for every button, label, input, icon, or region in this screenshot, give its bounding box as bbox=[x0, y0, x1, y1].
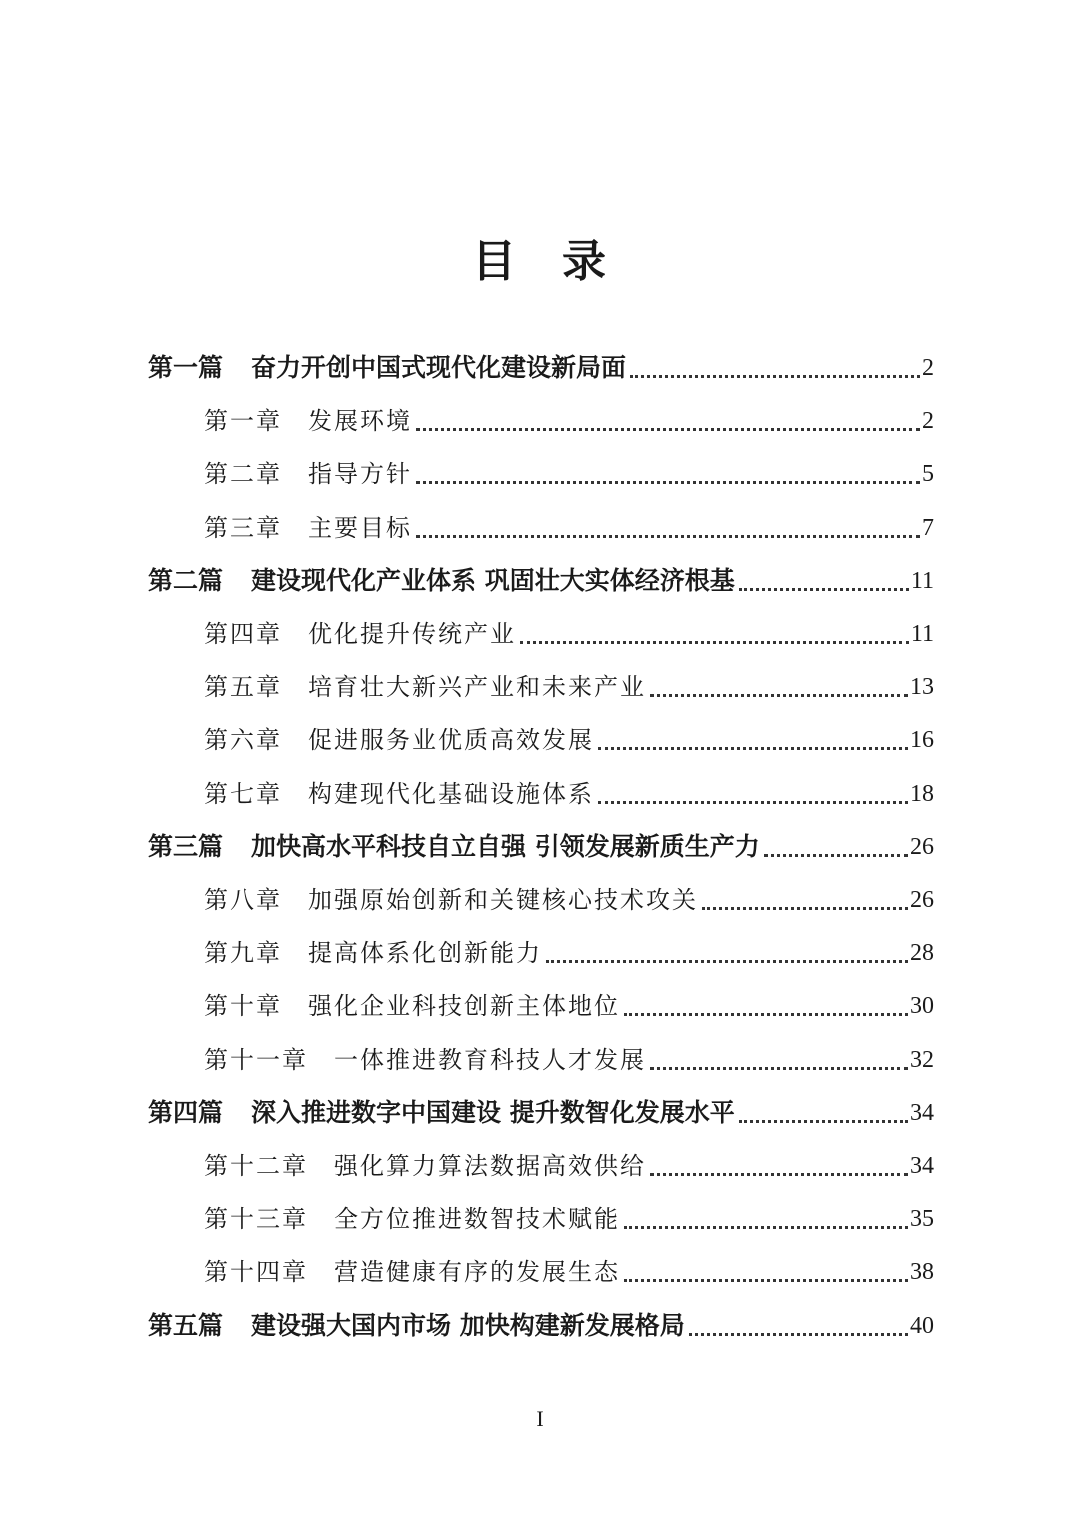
toc-entry-label: 第三篇 bbox=[148, 832, 224, 861]
toc-entry-title: 加强原始创新和关键核心技术攻关 bbox=[308, 886, 698, 914]
toc-entry-title: 优化提升传统产业 bbox=[308, 620, 516, 648]
toc-entry-label: 第十二章 bbox=[204, 1152, 308, 1180]
toc-entry-page-number: 30 bbox=[910, 993, 934, 1019]
toc-entry-label: 第六章 bbox=[204, 726, 282, 754]
toc-entry-page-number: 2 bbox=[922, 408, 934, 434]
page-title bbox=[0, 232, 1080, 292]
toc-dot-leader bbox=[650, 1173, 908, 1176]
toc-dot-leader bbox=[598, 747, 908, 750]
toc-dot-leader bbox=[624, 1013, 908, 1016]
toc-dot-leader bbox=[624, 1279, 908, 1282]
toc-chapter-entry[interactable] bbox=[204, 667, 934, 707]
toc-entry-title: 深入推进数字中国建设 提升数智化发展水平 bbox=[251, 1098, 735, 1127]
toc-dot-leader bbox=[546, 960, 908, 963]
toc-entry-label: 第五篇 bbox=[148, 1311, 224, 1340]
toc-dot-leader bbox=[520, 641, 909, 644]
toc-entry-title: 构建现代化基础设施体系 bbox=[308, 780, 594, 808]
toc-entry-page-number: 26 bbox=[910, 887, 934, 913]
toc-entry-title: 强化企业科技创新主体地位 bbox=[308, 992, 620, 1020]
toc-dot-leader bbox=[416, 481, 920, 484]
toc-entry-title: 促进服务业优质高效发展 bbox=[308, 726, 594, 754]
toc-entry-page-number: 13 bbox=[910, 674, 934, 700]
toc-entry-label: 第四章 bbox=[204, 620, 282, 648]
toc-entry-page-number: 40 bbox=[910, 1313, 934, 1339]
toc-entry-title: 建设现代化产业体系 巩固壮大实体经济根基 bbox=[251, 566, 735, 595]
toc-entry-page-number: 35 bbox=[910, 1206, 934, 1232]
toc-entry-label: 第八章 bbox=[204, 886, 282, 914]
toc-dot-leader bbox=[624, 1226, 908, 1229]
toc-dot-leader bbox=[702, 907, 908, 910]
toc-entry-page-number: 26 bbox=[910, 834, 934, 860]
toc-entry-title: 奋力开创中国式现代化建设新局面 bbox=[251, 353, 627, 382]
toc-entry-page-number: 34 bbox=[910, 1153, 934, 1179]
toc-entry-title: 提高体系化创新能力 bbox=[308, 939, 542, 967]
toc-chapter-entry[interactable] bbox=[204, 1040, 934, 1080]
toc-dot-leader bbox=[689, 1333, 908, 1336]
toc-entry-label: 第十章 bbox=[204, 992, 282, 1020]
toc-entry-label: 第十三章 bbox=[204, 1205, 308, 1233]
toc-entry-title: 指导方针 bbox=[308, 460, 412, 488]
toc-entry-label: 第七章 bbox=[204, 780, 282, 808]
toc-chapter-entry[interactable] bbox=[204, 933, 934, 973]
toc-dot-leader bbox=[650, 1067, 908, 1070]
toc-entry-page-number: 11 bbox=[910, 621, 934, 647]
toc-entry-title: 建设强大国内市场 加快构建新发展格局 bbox=[251, 1311, 685, 1340]
toc-chapter-entry[interactable] bbox=[204, 1199, 934, 1239]
toc-entry-label: 第九章 bbox=[204, 939, 282, 967]
toc-entry-page-number: 28 bbox=[910, 940, 934, 966]
toc-part-entry[interactable] bbox=[148, 1093, 934, 1133]
toc-dot-leader bbox=[630, 375, 920, 378]
toc-entry-page-number: 11 bbox=[910, 568, 934, 594]
toc-chapter-entry[interactable] bbox=[204, 720, 934, 760]
toc-entry-label: 第四篇 bbox=[148, 1098, 224, 1127]
toc-chapter-entry[interactable] bbox=[204, 1146, 934, 1186]
toc-entry-page-number: 38 bbox=[910, 1259, 934, 1285]
page-title-char-1: 目 bbox=[472, 236, 518, 287]
toc-chapter-entry[interactable] bbox=[204, 401, 934, 441]
toc-chapter-entry[interactable] bbox=[204, 774, 934, 814]
toc-chapter-entry[interactable] bbox=[204, 986, 934, 1026]
toc-entry-label: 第一章 bbox=[204, 407, 282, 435]
toc-entry-title: 主要目标 bbox=[308, 514, 412, 542]
page-number: I bbox=[536, 1406, 544, 1431]
toc-entry-title: 加快高水平科技自立自强 引领发展新质生产力 bbox=[251, 832, 760, 861]
toc-entry-title: 发展环境 bbox=[308, 407, 412, 435]
toc-entry-label: 第十四章 bbox=[204, 1258, 308, 1286]
toc-entry-page-number: 34 bbox=[910, 1100, 934, 1126]
toc-entry-label: 第十一章 bbox=[204, 1046, 308, 1074]
toc-chapter-entry[interactable] bbox=[204, 614, 934, 654]
toc-dot-leader bbox=[416, 428, 920, 431]
toc-entry-page-number: 7 bbox=[922, 515, 934, 541]
toc-chapter-entry[interactable] bbox=[204, 880, 934, 920]
toc-entry-title: 营造健康有序的发展生态 bbox=[334, 1258, 620, 1286]
toc-entry-title: 强化算力算法数据高效供给 bbox=[334, 1152, 646, 1180]
toc-chapter-entry[interactable] bbox=[204, 454, 934, 494]
page-title-char-2: 录 bbox=[562, 236, 608, 287]
toc-part-entry[interactable] bbox=[148, 348, 934, 388]
toc-part-entry[interactable] bbox=[148, 827, 934, 867]
toc-dot-leader bbox=[598, 801, 908, 804]
toc-entry-label: 第五章 bbox=[204, 673, 282, 701]
toc-entry-page-number: 18 bbox=[910, 781, 934, 807]
toc-dot-leader bbox=[764, 854, 908, 857]
toc-entry-title: 培育壮大新兴产业和未来产业 bbox=[308, 673, 646, 701]
toc-entry-title: 一体推进教育科技人才发展 bbox=[334, 1046, 646, 1074]
toc-entry-page-number: 2 bbox=[922, 355, 934, 381]
toc-chapter-entry[interactable] bbox=[204, 1252, 934, 1292]
toc-entry-label: 第二篇 bbox=[148, 566, 224, 595]
toc-dot-leader bbox=[739, 1120, 908, 1123]
toc-entry-page-number: 16 bbox=[910, 727, 934, 753]
toc-dot-leader bbox=[416, 535, 920, 538]
toc-part-entry[interactable] bbox=[148, 1306, 934, 1346]
toc-chapter-entry[interactable] bbox=[204, 508, 934, 548]
toc-dot-leader bbox=[739, 588, 909, 591]
toc-entry-label: 第二章 bbox=[204, 460, 282, 488]
toc-entry-label: 第一篇 bbox=[148, 353, 224, 382]
toc-part-entry[interactable] bbox=[148, 561, 934, 601]
toc-entry-label: 第三章 bbox=[204, 514, 282, 542]
toc-dot-leader bbox=[650, 694, 908, 697]
toc-entry-page-number: 5 bbox=[922, 461, 934, 487]
toc-entry-title: 全方位推进数智技术赋能 bbox=[334, 1205, 620, 1233]
toc-entry-page-number: 32 bbox=[910, 1047, 934, 1073]
